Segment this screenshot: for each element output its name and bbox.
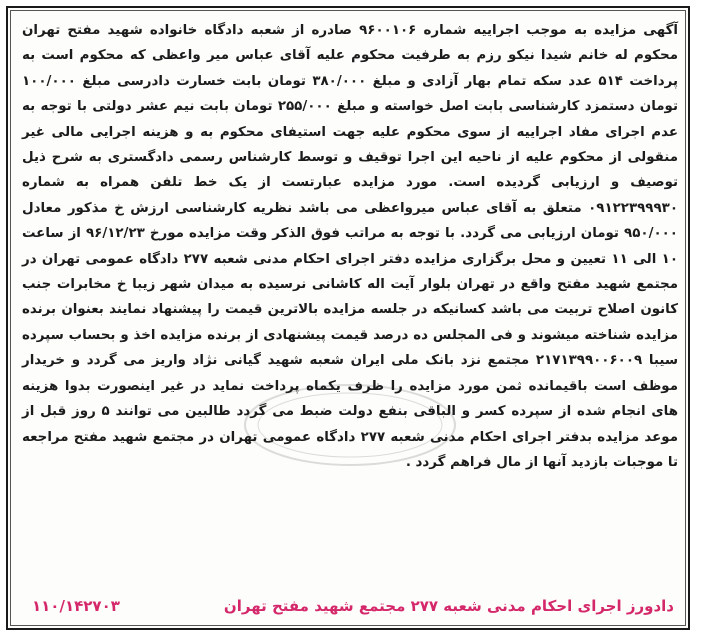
auction-notice-body	[22, 18, 678, 475]
issuer-signature: دادورز اجرای احکام مدنی شعبه ۲۷۷ مجتمع شهید مفتح تهران	[223, 597, 674, 615]
notice-code: ۱۱۰/۱۴۲۷۰۳	[32, 597, 120, 615]
notice-footer	[22, 597, 678, 615]
notice-text: آگهی مزایده به موجب اجراییه شماره ۹۶۰۰۱۰۶ صادره از شعبه دادگاه خانواده شهید مفتح تهران محکوم له خانم شیدا نیکو رزم به طرفیت محکوم علیه آقای عباس میر واعظی که محکوم است به پرداخت ۵۱۴ عدد سکه تمام بهار آزادی و مبلغ ۳۸۰/۰۰۰ تومان بابت خسارت دادرسی مبلغ ۱۰۰/۰۰۰ تومان دستمزد کارشناسی بابت اصل خواسته و مبلغ ۲۵۵/۰۰۰ تومان بابت نیم عشر دولتی با توجه به عدم اجرای مفاد اجراییه از سوی محکوم علیه جهت استیفای محکوم به و هزینه اجرایی مالی غیر منقولی از محکوم علیه از ناحیه این اجرا توقیف و توسط کارشناس رسمی دادگستری به شرح ذیل توصیف و ارزیابی گردیده است. مورد مزایده عبارتست از یک خط تلفن همراه به شماره ۰۹۱۲۲۳۹۹۹۳۰ متعلق به آقای عباس میرواعظی می باشد نظریه کارشناسی ارزش خ مذکور معادل ۹۵۰/۰۰۰ تومان ارزیابی می گردد. با توجه به مراتب فوق الذکر وقت مزایده مورخ ۹۶/۱۲/۲۳ از ساعت ۱۰ الی ۱۱ تعیین و محل برگزاری مزایده دفتر اجرای احکام مدنی شعبه ۲۷۷ دادگاه عمومی تهران در مجتمع شهید مفتح واقع در تهران بلوار آیت اله کاشانی نرسیده به میدان شهر زیبا خ مخابرات جنب کانون اصلاح تربیت می باشد کسانیکه در جلسه مزایده بالاترین قیمت را پیشنهاد نمایند بعنوان برنده مزایده شناخته میشوند و فی المجلس ده درصد قیمت پیشنهادی از برنده مزایده اخذ و بحساب سپرده سیبا ۲۱۷۱۳۹۹۰۰۶۰۰۹ مجتمع نزد بانک ملی ایران شعبه شهید گیانی نژاد واریز می گردد و خریدار موظف است باقیمانده ثمن مورد مزایده را ظرف یکماه پرداخت نماید در غیر اینصورت بدوا هزینه های انجام شده از سپرده کسر و الباقی بنفع دولت ضبط می گردد طالبین می توانند ۵ روز قبل از موعد مزایده بدفتر اجرای احکام مدنی شعبه ۲۷۷ دادگاه عمومی تهران در مجتمع شهید مفتح مراجعه تا موجبات بازدید آنها از مال فراهم گردد .	[22, 23, 679, 470]
